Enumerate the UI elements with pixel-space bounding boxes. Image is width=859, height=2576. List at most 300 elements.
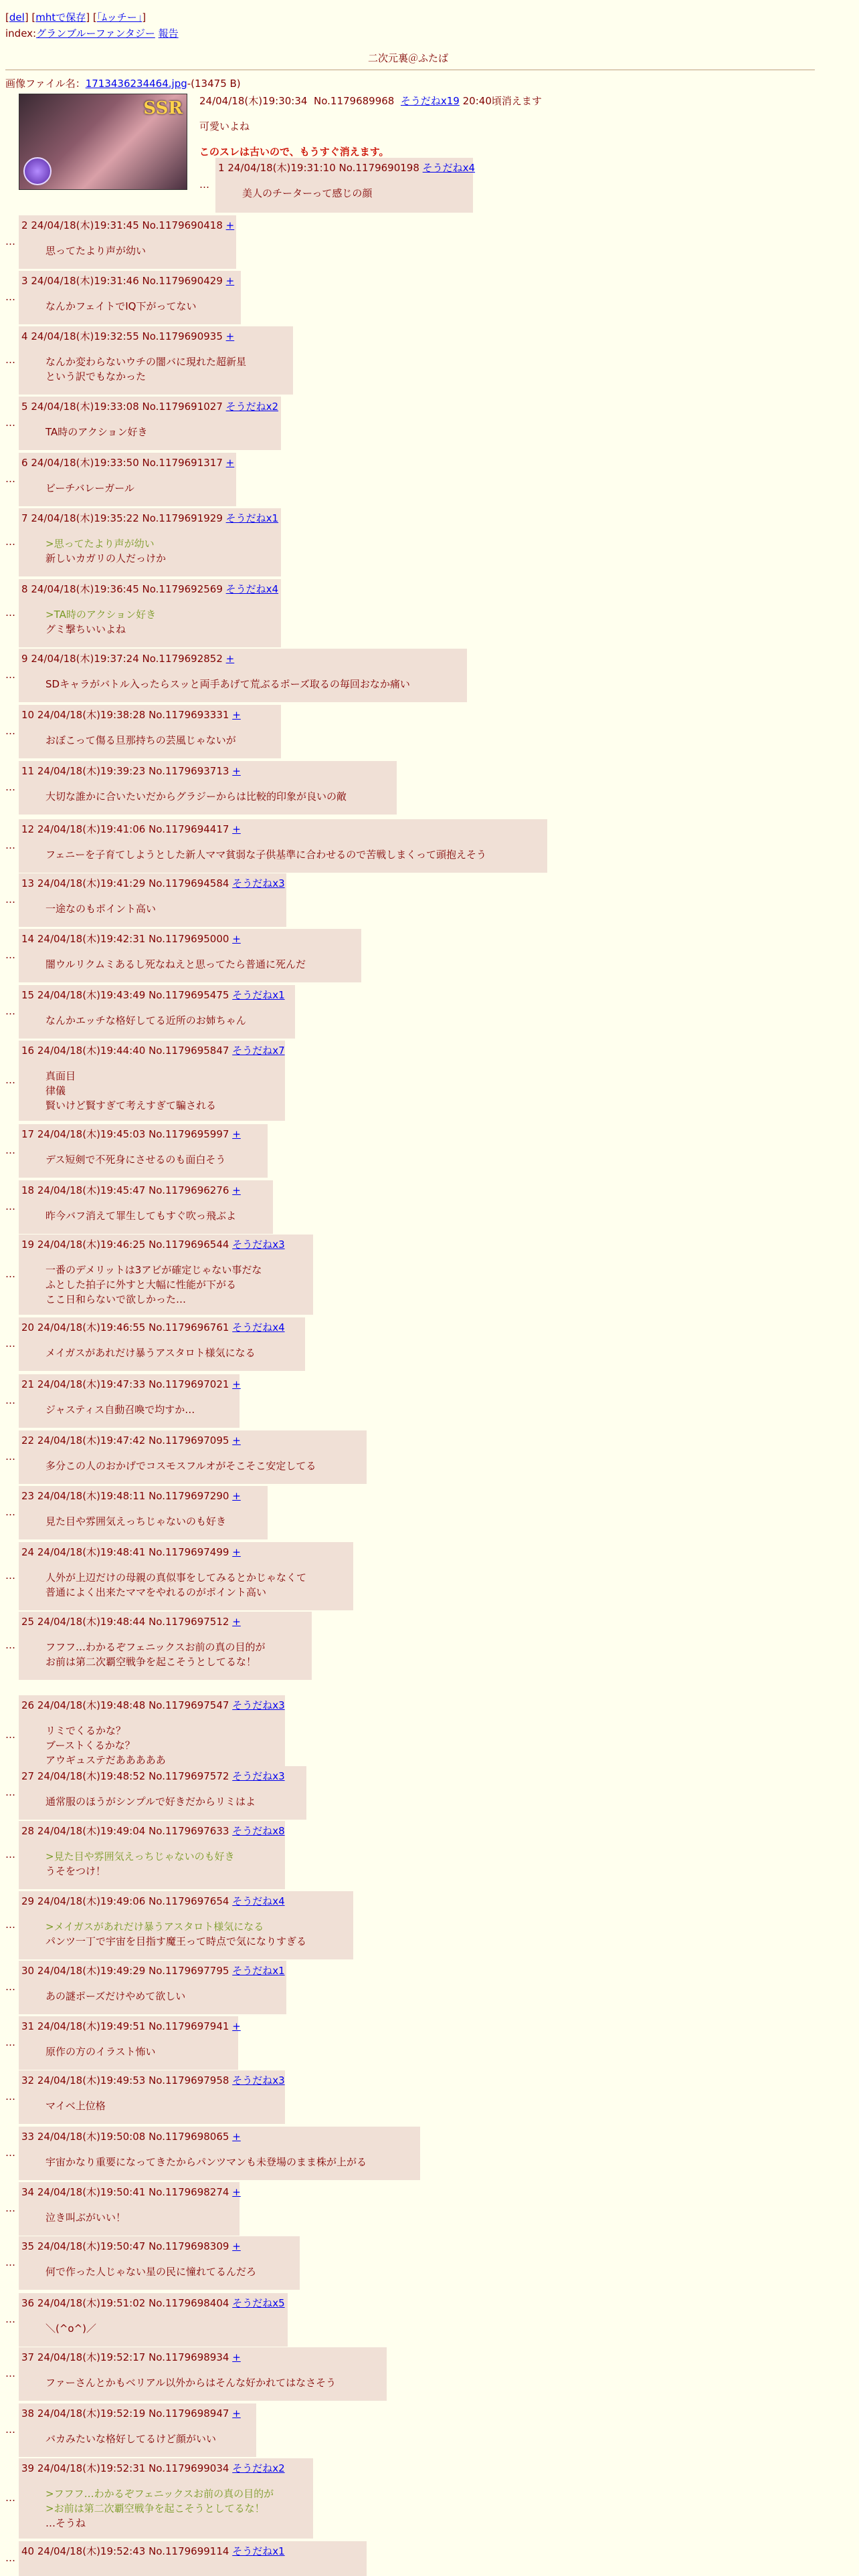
reply-index: 33 <box>21 2131 37 2143</box>
reply-index: 4 <box>21 330 31 342</box>
sodane-button[interactable]: そうだねx2 <box>225 401 279 413</box>
sodane-button[interactable]: + <box>232 2020 241 2032</box>
reply-header <box>21 455 234 469</box>
reply-message <box>45 1346 256 1360</box>
quote-line: >TA時のアクション好き <box>45 609 157 621</box>
reply-date: 24/04/18(木)19:49:29 <box>37 1965 149 1977</box>
message-line: 一番のデメリットは3アビが確定じゃない事だな <box>45 1264 262 1276</box>
reply-date: 24/04/18(木)19:45:03 <box>37 1128 149 1140</box>
sodane-button[interactable]: そうだねx1 <box>225 512 279 524</box>
reply-date: 24/04/18(木)19:51:02 <box>37 2297 149 2309</box>
reply-number: No.1179691317 <box>142 457 226 469</box>
reply-header <box>21 822 241 836</box>
sodane-button[interactable]: + <box>232 2407 241 2420</box>
sodane-button[interactable]: そうだねx7 <box>232 1045 285 1057</box>
sodane-button[interactable]: そうだねx4 <box>225 583 279 595</box>
reply-header <box>21 932 241 946</box>
reply-number: No.1179694584 <box>149 877 233 889</box>
reply-index: 21 <box>21 1378 37 1390</box>
reply-message <box>45 2210 126 2225</box>
reply-header <box>21 651 234 665</box>
reply-message <box>45 1152 225 1167</box>
sodane-button[interactable]: + <box>232 823 241 835</box>
file-label: 画像ファイル名： <box>5 78 86 90</box>
reply-date: 24/04/18(木)19:52:17 <box>37 2351 149 2363</box>
reply-marker: … <box>5 2492 15 2504</box>
reply-date: 24/04/18(木)19:52:31 <box>37 2462 149 2474</box>
reply-message <box>45 677 410 691</box>
message-line: 多分この人のおかげでコスモスフルオがそこそこ安定してる <box>45 1460 316 1472</box>
message-line: ビーチバレーガール <box>45 482 134 494</box>
reply-date: 24/04/18(木)19:44:40 <box>37 1045 149 1057</box>
reply-header <box>21 399 278 413</box>
message-line: メイガスがあれだけ暴うアスタロト様気になる <box>45 1347 256 1359</box>
reply-date: 24/04/18(木)19:35:22 <box>31 512 142 524</box>
message-line: デス短剣で不死身にさせるのも面白そう <box>45 1154 226 1166</box>
reply-header <box>21 2296 285 2310</box>
message-line: アウギュステだあああああ <box>45 1754 166 1766</box>
reply-box <box>19 2458 313 2539</box>
reply-header <box>21 1698 285 1712</box>
reply-message <box>45 789 347 804</box>
reply-number: No.1179697021 <box>149 1378 233 1390</box>
reply-index: 11 <box>21 765 37 777</box>
reply-marker: … <box>5 1848 15 1860</box>
sodane-button[interactable]: そうだねx3 <box>232 877 285 889</box>
reply-header <box>21 2406 241 2420</box>
reply-date: 24/04/18(木)19:50:47 <box>37 2240 149 2252</box>
reply-date: 24/04/18(木)19:46:25 <box>37 1239 149 1251</box>
reply-message <box>45 2044 156 2059</box>
message-line: …そうね <box>45 2517 86 2529</box>
reply-message <box>45 1794 256 1809</box>
reply-number: No.1179697654 <box>149 1895 233 1907</box>
reply-index: 9 <box>21 653 31 665</box>
message-line: ふとした拍子に外すと大幅に性能が下がる <box>45 1279 237 1291</box>
sodane-button[interactable]: そうだねx3 <box>232 2074 285 2086</box>
reply-message <box>45 1069 216 1113</box>
reply-message <box>45 481 134 496</box>
reply-box <box>19 761 397 815</box>
reply-header <box>218 160 475 175</box>
reply-index: 39 <box>21 2462 37 2474</box>
reply-box <box>19 1612 312 1680</box>
op-message: 可愛いよね <box>199 120 250 132</box>
reply-number: No.1179691027 <box>142 401 226 413</box>
message-line: ファーさんとかもベリアル以外からはそんな好かれてはなさそう <box>45 2377 337 2389</box>
reply-date: 24/04/18(木)19:45:47 <box>37 1184 149 1196</box>
reply-message <box>45 1849 235 1879</box>
reply-number: No.1179698934 <box>149 2351 233 2363</box>
reply-marker: … <box>5 1394 15 1406</box>
reply-marker: … <box>5 781 15 793</box>
reply-marker: … <box>5 2367 15 2379</box>
reply-number: No.1179697512 <box>149 1616 233 1628</box>
reply-index: 26 <box>21 1699 37 1711</box>
reply-marker: … <box>5 607 15 619</box>
reply-number: No.1179698947 <box>149 2407 233 2420</box>
message-line: 普通によく出来たママをやれるのがポイント高い <box>45 1586 267 1598</box>
reply-marker: … <box>5 2036 15 2048</box>
reply-index: 24 <box>21 1546 37 1558</box>
message-line: フェニーを子育てしようとした新人ママ貧弱な子供基準に合わせるので苦戦しまくって頭抱えそう <box>45 849 486 861</box>
reply-message <box>45 1263 262 1307</box>
reply-header <box>21 1237 285 1251</box>
reply-marker: … <box>5 1337 15 1350</box>
reply-message <box>45 847 486 862</box>
sodane-button[interactable]: そうだねx1 <box>232 989 285 1001</box>
reply-date: 24/04/18(木)19:31:10 <box>227 162 339 174</box>
message-line: ここ日和らないで欲しかった… <box>45 1293 187 1305</box>
sodane-button[interactable]: そうだねx4 <box>232 1321 285 1333</box>
reply-header <box>21 1489 241 1503</box>
reply-number: No.1179697095 <box>149 1434 233 1446</box>
message-line: 宇宙かなり重要になってきたからパンツマンも未登場のまま株が上がる <box>45 2156 367 2168</box>
sodane-button[interactable]: + <box>232 2351 241 2363</box>
sodane-button[interactable]: そうだねx4 <box>422 162 476 174</box>
reply-box <box>19 1235 313 1315</box>
sodane-button[interactable]: + <box>232 709 241 721</box>
reply-number: No.1179695475 <box>149 989 233 1001</box>
reply-header <box>21 2019 241 2033</box>
message-line: なんか変わらないウチの闇バに現れた超新星 <box>45 356 247 368</box>
reply-index: 30 <box>21 1965 37 1977</box>
reply-message <box>45 1013 246 1028</box>
reply-number: No.1179698274 <box>149 2186 233 2198</box>
message-line: 新しいカガリの人だっけか <box>45 552 167 564</box>
reply-box <box>19 929 361 982</box>
reply-message <box>242 186 372 201</box>
message-line: バカみたいな格好してるけど顔がいい <box>45 2433 217 2445</box>
reply-marker: … <box>5 839 15 851</box>
reply-message <box>45 2432 216 2446</box>
reply-message <box>45 2486 274 2531</box>
op-expire: 20:40頃消えます <box>462 95 542 107</box>
reply-marker: … <box>5 2313 15 2325</box>
reply-date: 24/04/18(木)19:48:48 <box>37 1699 149 1711</box>
reply-number: No.1179697941 <box>149 2020 233 2032</box>
message-line: マイベ上位格 <box>45 2100 106 2112</box>
reply-marker: … <box>5 2552 15 2564</box>
reply-date: 24/04/18(木)19:52:43 <box>37 2545 149 2557</box>
reply-index: 12 <box>21 823 37 835</box>
top-links: [del] [mhtで保存] [「ﾑッチー」] index:グランブルーファンタジー 報告 <box>5 11 179 39</box>
board-title: 二次元裏＠ふたば <box>367 52 448 64</box>
reply-message <box>45 1208 236 1223</box>
sodane-button[interactable]: + <box>232 1128 241 1140</box>
reply-header <box>21 2544 285 2558</box>
reply-box <box>19 508 281 576</box>
sodane-button[interactable]: そうだねx1 <box>232 2545 285 2557</box>
message-line: おぼこって傷る旦那持ちの芸風じゃないが <box>45 734 236 746</box>
sodane-button[interactable]: + <box>225 457 235 469</box>
reply-marker: … <box>5 2202 15 2214</box>
sodane-button[interactable]: + <box>232 933 241 945</box>
sodane-button[interactable]: そうだねx4 <box>232 1895 285 1907</box>
reply-index: 29 <box>21 1895 37 1907</box>
sodane-button[interactable]: そうだねx3 <box>232 1699 285 1711</box>
message-line: 通常服のほうがシンプルで好きだからリミはよ <box>45 1796 256 1808</box>
reply-message <box>45 957 306 972</box>
reply-number: No.1179695847 <box>149 1045 233 1057</box>
reply-number: No.1179698309 <box>149 2240 233 2252</box>
file-link[interactable]: 1713436234464.jpg <box>85 78 187 90</box>
message-line: 思ってたより声が幼い <box>45 245 147 257</box>
message-line: 人外が上辺だけの母親の真似事をしてみるとかじゃなくて <box>45 1572 307 1584</box>
reply-box <box>19 819 547 873</box>
sodane-button[interactable]: + <box>225 275 235 287</box>
reply-message <box>45 536 166 566</box>
reply-marker: … <box>5 354 15 366</box>
reply-date: 24/04/18(木)19:32:55 <box>31 330 142 342</box>
reply-marker: … <box>5 725 15 737</box>
reply-message <box>45 425 148 439</box>
message-line: 美人のチーターって感じの顔 <box>242 187 373 199</box>
message-line: あの謎ポーズだけやめて欲しい <box>45 1990 186 2002</box>
reply-index: 15 <box>21 989 37 1001</box>
reply-marker: … <box>5 1919 15 1931</box>
del-link[interactable]: del <box>9 11 25 23</box>
reply-box <box>19 453 236 506</box>
reply-header <box>21 2350 241 2364</box>
reply-date: 24/04/18(木)19:50:41 <box>37 2186 149 2198</box>
reply-marker: … <box>5 1639 15 1651</box>
sodane-button[interactable]: そうだねx1 <box>232 1965 285 1977</box>
message-line: SDキャラがバトル入ったらスッと両手あげて荒ぶるポーズ取るの毎回おなか痛い <box>45 678 410 690</box>
reply-index: 14 <box>21 933 37 945</box>
reply-marker: … <box>199 179 209 191</box>
reply-date: 24/04/18(木)19:49:04 <box>37 1825 149 1837</box>
reply-box <box>19 2403 256 2457</box>
reply-header <box>21 2129 241 2143</box>
reply-header <box>21 1963 285 1977</box>
sodane-button[interactable]: そうだねx2 <box>232 2462 285 2474</box>
reply-date: 24/04/18(木)19:31:45 <box>31 219 142 231</box>
reply-message <box>45 299 196 314</box>
reply-box <box>19 2236 300 2290</box>
reply-header <box>21 1824 285 1838</box>
reply-date: 24/04/18(木)19:47:42 <box>37 1434 149 1446</box>
reply-header <box>21 1545 241 1559</box>
reply-marker: … <box>5 949 15 961</box>
reply-marker: … <box>5 1144 15 1156</box>
reply-number: No.1179696276 <box>149 1184 233 1196</box>
reply-header <box>21 274 234 288</box>
reply-header <box>21 1043 285 1057</box>
reply-message <box>45 1514 226 1529</box>
sodane-button[interactable]: + <box>232 2186 241 2198</box>
reply-message <box>45 607 156 637</box>
reply-message <box>45 901 156 916</box>
reply-header <box>21 2185 241 2199</box>
index-link[interactable]: グランブルーファンタジー <box>36 27 155 39</box>
reply-message <box>45 2099 106 2113</box>
sodane-button[interactable]: そうだねx3 <box>232 1770 285 1782</box>
reply-marker: … <box>5 1268 15 1280</box>
message-line: 賢いけど賢すぎて考えすぎて騙される <box>45 1099 217 1111</box>
reply-message <box>45 1570 306 1600</box>
reply-index: 2 <box>21 219 31 231</box>
reply-marker: … <box>5 2147 15 2159</box>
sodane-button[interactable]: そうだねx3 <box>232 1239 285 1251</box>
reply-date: 24/04/18(木)19:46:55 <box>37 1321 149 1333</box>
message-line: 泣き叫ぶがいい！ <box>45 2212 126 2224</box>
message-line: 原作の方のイラスト怖い <box>45 2046 156 2058</box>
sodane-button[interactable]: + <box>225 653 235 665</box>
message-line: 律儀 <box>45 1085 66 1097</box>
message-line: 真面目 <box>45 1070 76 1082</box>
file-size: -(13475 B) <box>187 78 241 90</box>
reply-marker: … <box>5 1786 15 1798</box>
reply-box <box>19 1486 268 1539</box>
quote-line: >見た目や雰囲気えっちじゃないのも好き <box>45 1850 235 1862</box>
sodane-button[interactable]: + <box>232 2240 241 2252</box>
op-date: 24/04/18(木)19:30:34 <box>199 95 308 107</box>
message-line: うそをつけ！ <box>45 1865 106 1877</box>
reply-marker: … <box>5 1451 15 1463</box>
reply-number: No.1179692852 <box>142 653 226 665</box>
report-link[interactable]: 報告 <box>158 27 179 39</box>
reply-index: 40 <box>21 2545 37 2557</box>
reply-box <box>19 1041 285 1121</box>
message-line: 闇ウルリクムミあるし死なねえと思ってたら普通に死んだ <box>45 958 306 970</box>
quote-line: >お前は第二次覇空戦争を起こそうとしてるな！ <box>45 2502 265 2514</box>
reply-number: No.1179695000 <box>149 933 233 945</box>
reply-index: 17 <box>21 1128 37 1140</box>
reply-index: 34 <box>21 2186 37 2198</box>
reply-date: 24/04/18(木)19:42:31 <box>37 933 149 945</box>
reply-box <box>19 271 241 324</box>
op-sodane-button[interactable]: そうだねx19 <box>400 95 460 107</box>
message-line: 大切な誰かに合いたいだからグラジーからは比較的印象が良いの敵 <box>45 790 347 802</box>
reply-index: 37 <box>21 2351 37 2363</box>
reply-header <box>21 2239 241 2253</box>
reply-number: No.1179690429 <box>142 275 226 287</box>
message-line: お前は第二次覇空戦争を起こそうとしてるな！ <box>45 1656 257 1668</box>
message-line: なんかフェイトでIQ下がってない <box>45 300 197 312</box>
reply-marker: … <box>5 1570 15 1582</box>
message-line: ＼(^o^)／ <box>45 2323 97 2335</box>
reply-number: No.1179699114 <box>149 2545 233 2557</box>
reply-date: 24/04/18(木)19:33:50 <box>31 457 142 469</box>
sodane-button[interactable]: そうだねx8 <box>232 1825 285 1837</box>
reply-header <box>21 1614 241 1628</box>
message-line: グミ撃ちいいよね <box>45 623 126 635</box>
reply-box <box>19 1891 353 1959</box>
reply-date: 24/04/18(木)19:38:28 <box>37 709 149 721</box>
sodane-button[interactable]: + <box>232 1378 241 1390</box>
sodane-button[interactable]: + <box>225 330 235 342</box>
sodane-button[interactable]: + <box>232 1184 241 1196</box>
reply-message <box>45 1723 166 1767</box>
reply-marker: … <box>5 536 15 548</box>
reply-number: No.1179696761 <box>149 1321 233 1333</box>
mht-save-link[interactable]: mhtで保存 <box>35 11 86 23</box>
reply-message <box>45 1919 306 1949</box>
sodane-button[interactable]: + <box>232 2131 241 2143</box>
reply-index: 13 <box>21 877 37 889</box>
reply-index: 3 <box>21 275 31 287</box>
reply-index: 19 <box>21 1239 37 1251</box>
reply-number: No.1179695997 <box>149 1128 233 1140</box>
reply-box <box>19 2127 420 2180</box>
reply-header <box>21 2461 285 2475</box>
reply-index: 25 <box>21 1616 37 1628</box>
op-number: No.1179689968 <box>314 95 395 107</box>
reply-date: 24/04/18(木)19:37:24 <box>31 653 142 665</box>
reply-index: 5 <box>21 401 31 413</box>
reply-box <box>19 1961 286 2014</box>
reply-marker: … <box>5 1005 15 1017</box>
reply-box <box>19 579 281 647</box>
sodane-button[interactable]: そうだねx5 <box>232 2297 285 2309</box>
reply-message <box>45 1402 195 1417</box>
reply-date: 24/04/18(木)19:49:53 <box>37 2074 149 2086</box>
message-line: ブーストくるかな？ <box>45 1739 135 1751</box>
reply-header <box>21 708 241 722</box>
sodane-button[interactable]: + <box>232 1490 241 1502</box>
reply-box <box>19 397 281 450</box>
file-info <box>5 76 241 90</box>
reply-marker: … <box>5 1200 15 1212</box>
reply-marker: … <box>5 1074 15 1086</box>
ucchi-link[interactable]: 「ﾑッチー」 <box>96 11 142 23</box>
reply-message <box>45 1989 185 2004</box>
sodane-button[interactable]: + <box>232 1616 241 1628</box>
reply-header <box>21 988 285 1002</box>
reply-number: No.1179698404 <box>149 2297 233 2309</box>
reply-index: 27 <box>21 1770 37 1782</box>
message-line: ジャスティス自動召喚で均すか… <box>45 1404 195 1416</box>
reply-message <box>45 2155 367 2169</box>
reply-box <box>19 1695 285 1776</box>
reply-message <box>45 2264 256 2279</box>
sodane-button[interactable]: + <box>225 219 235 231</box>
reply-box <box>19 649 467 702</box>
reply-number: No.1179697795 <box>149 1965 233 1977</box>
reply-box <box>19 1766 306 1820</box>
op-thumbnail[interactable] <box>19 94 187 190</box>
reply-box <box>19 1317 305 1371</box>
reply-index: 28 <box>21 1825 37 1837</box>
reply-date: 24/04/18(木)19:50:08 <box>37 2131 149 2143</box>
reply-index: 32 <box>21 2074 37 2086</box>
reply-index: 6 <box>21 457 31 469</box>
reply-date: 24/04/18(木)19:36:45 <box>31 583 142 595</box>
reply-date: 24/04/18(木)19:52:19 <box>37 2407 149 2420</box>
reply-header <box>21 1433 241 1447</box>
message-line: 何で作った人じゃない星の民に憧れてるんだろ <box>45 2266 257 2278</box>
reply-box <box>19 1180 273 1234</box>
reply-index: 20 <box>21 1321 37 1333</box>
reply-marker: … <box>5 2090 15 2103</box>
reply-date: 24/04/18(木)19:48:41 <box>37 1546 149 1558</box>
reply-number: No.1179698065 <box>149 2131 233 2143</box>
sodane-button[interactable]: + <box>232 765 241 777</box>
reply-number: No.1179697547 <box>149 1699 233 1711</box>
sodane-button[interactable]: + <box>232 1546 241 1558</box>
reply-header <box>21 1183 241 1197</box>
reply-number: No.1179697572 <box>149 1770 233 1782</box>
reply-index: 18 <box>21 1184 37 1196</box>
sodane-button[interactable]: + <box>232 1434 241 1446</box>
reply-box <box>19 1124 268 1178</box>
message-line: という訳でもなかった <box>45 370 147 383</box>
reply-box <box>19 2541 367 2576</box>
message-line: リミでくるかな？ <box>45 1725 126 1737</box>
reply-header <box>21 876 285 890</box>
reply-number: No.1179697958 <box>149 2074 233 2086</box>
